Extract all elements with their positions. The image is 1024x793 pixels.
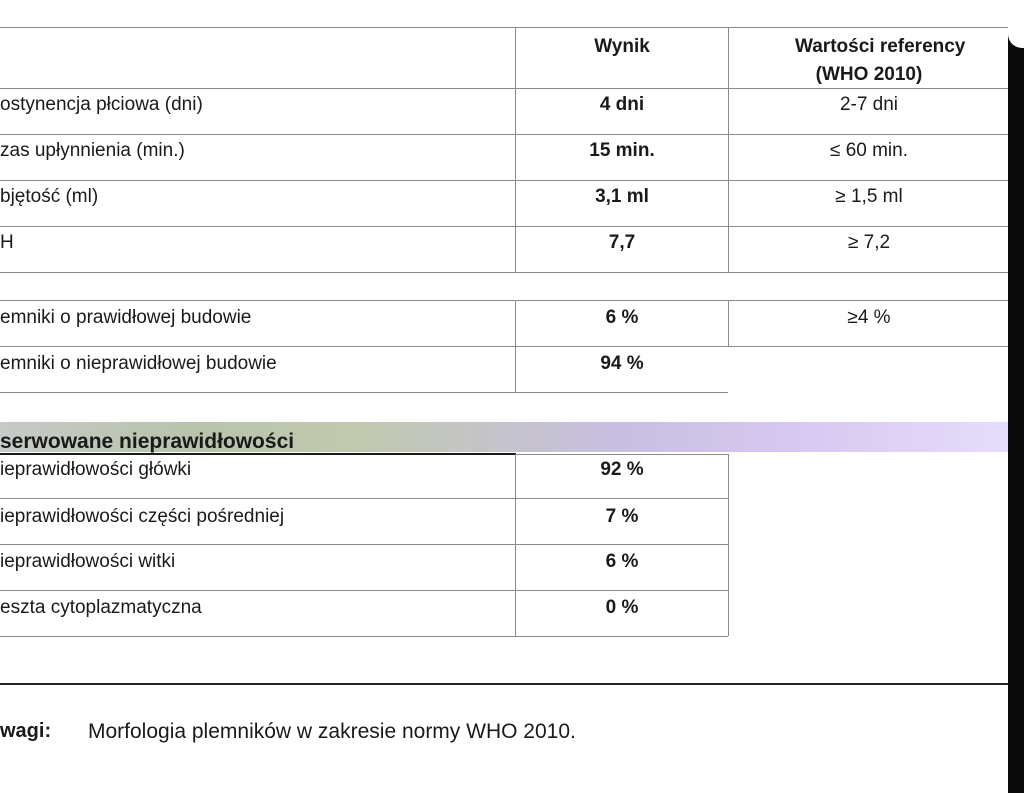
table-border <box>0 392 728 393</box>
screen-edge <box>1008 0 1024 793</box>
table-border <box>0 88 1008 89</box>
table-border <box>0 27 1008 28</box>
row-value: 6 % <box>605 551 639 572</box>
table-border <box>0 590 728 591</box>
row-label: ieprawidłowości części pośredniej <box>0 506 285 527</box>
table-border <box>0 300 1008 301</box>
row-reference: 2-7 dni <box>839 94 899 115</box>
table-border <box>0 272 1008 273</box>
row-label: ostynencja płciowa (dni) <box>0 94 203 115</box>
header-reference-who: (WHO 2010) <box>815 64 923 85</box>
row-value: 7,7 <box>608 232 636 253</box>
row-value: 94 % <box>600 353 644 374</box>
row-value: 4 dni <box>599 94 645 115</box>
divider <box>0 683 1008 685</box>
row-label: bjętość (ml) <box>0 186 99 207</box>
table-border <box>0 134 1008 135</box>
header-result: Wynik <box>594 36 650 57</box>
row-value: 15 min. <box>589 140 655 161</box>
row-reference: ≤ 60 min. <box>829 140 908 161</box>
section-title: serwowane nieprawidłowości <box>0 430 295 453</box>
row-value: 3,1 ml <box>595 186 649 207</box>
row-value: 7 % <box>605 506 639 527</box>
row-label: eszta cytoplazmatyczna <box>0 597 202 618</box>
row-value: 6 % <box>605 307 639 328</box>
row-value: 92 % <box>600 459 644 480</box>
table-border <box>516 454 728 455</box>
row-label: emniki o prawidłowej budowie <box>0 307 252 328</box>
row-label: zas upłynnienia (min.) <box>0 140 185 161</box>
row-value: 0 % <box>605 597 639 618</box>
table-border <box>0 180 1008 181</box>
row-label: ieprawidłowości główki <box>0 459 192 480</box>
table-border <box>728 454 729 636</box>
row-reference: ≥ 7,2 <box>847 232 891 253</box>
table-border <box>0 346 1008 347</box>
header-reference: Wartości referency <box>795 36 966 57</box>
row-label: ieprawidłowości witki <box>0 551 176 572</box>
table-border <box>0 498 728 499</box>
table-border <box>0 544 728 545</box>
row-label: emniki o nieprawidłowej budowie <box>0 353 277 374</box>
row-reference: ≥ 1,5 ml <box>835 186 903 207</box>
notes-label: wagi: <box>0 720 52 742</box>
table-border <box>0 226 1008 227</box>
section-underline <box>0 453 516 455</box>
row-label: H <box>0 232 14 253</box>
notes-text: Morfologia plemników w zakresie normy WHO 2010. <box>88 720 576 743</box>
row-reference: ≥4 % <box>847 307 891 328</box>
table-border <box>0 636 728 637</box>
